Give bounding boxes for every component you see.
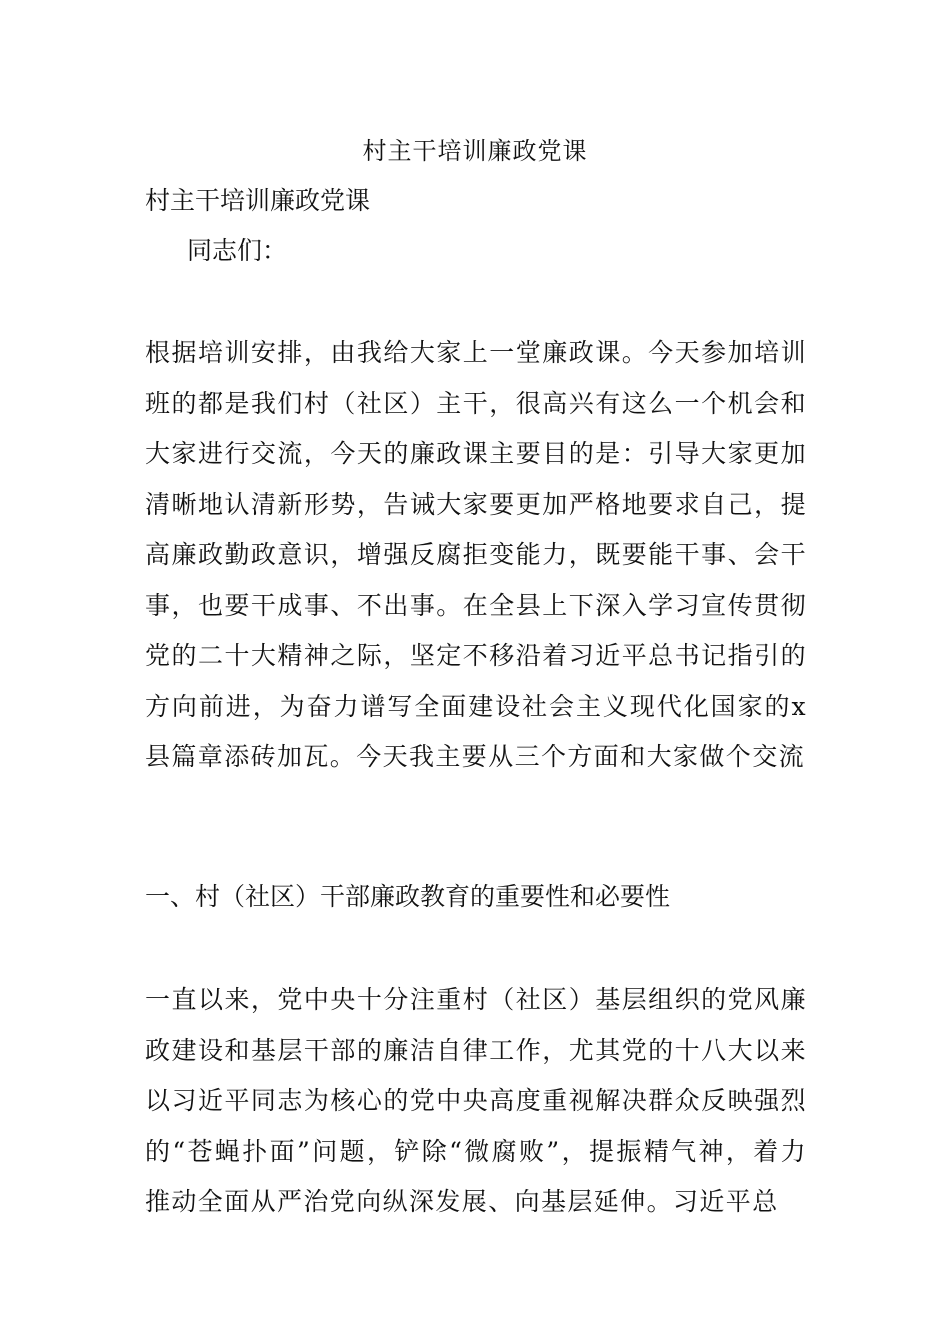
greeting: 同志们： <box>187 236 288 265</box>
paragraph-section-1: 一直以来，党中央十分注重村（社区）基层组织的党风廉政建设和基层干部的廉洁自律工作，尤其党的十八大以来以习近平同志为核心的党中央高度重视解决群众反映强烈的“苍蝇扑面”问题，铲除“微腐败”，提振精气神，着力推动全面从严治党向纵深发展、向基层延伸。习近平总 <box>145 985 807 1216</box>
document-title: 村主干培训廉政党课 <box>362 137 588 165</box>
document-subtitle: 村主干培训廉政党课 <box>145 186 371 215</box>
paragraph-intro: 根据培训安排，由我给大家上一堂廉政课。今天参加培训班的都是我们村（社区）主干，很高兴有这么一个机会和大家进行交流，今天的廉政课主要目的是：引导大家更加清晰地认清新形势，告诫大家要更加严格地要求自己，提高廉政勤政意识，增强反腐拒变能力，既要能干事、会干事，也要干成事、不出事。在全县上下深入学习宣传贯彻党的二十大精神之际，坚定不移沿着习近平总书记指引的方向前进，为奋力谱写全面建设社会主义现代化国家的x县篇章添砖加瓦。今天我主要从三个方面和大家做个交流 <box>145 338 807 771</box>
section-heading-1: 一、村（社区）干部廉政教育的重要性和必要性 <box>145 882 671 911</box>
